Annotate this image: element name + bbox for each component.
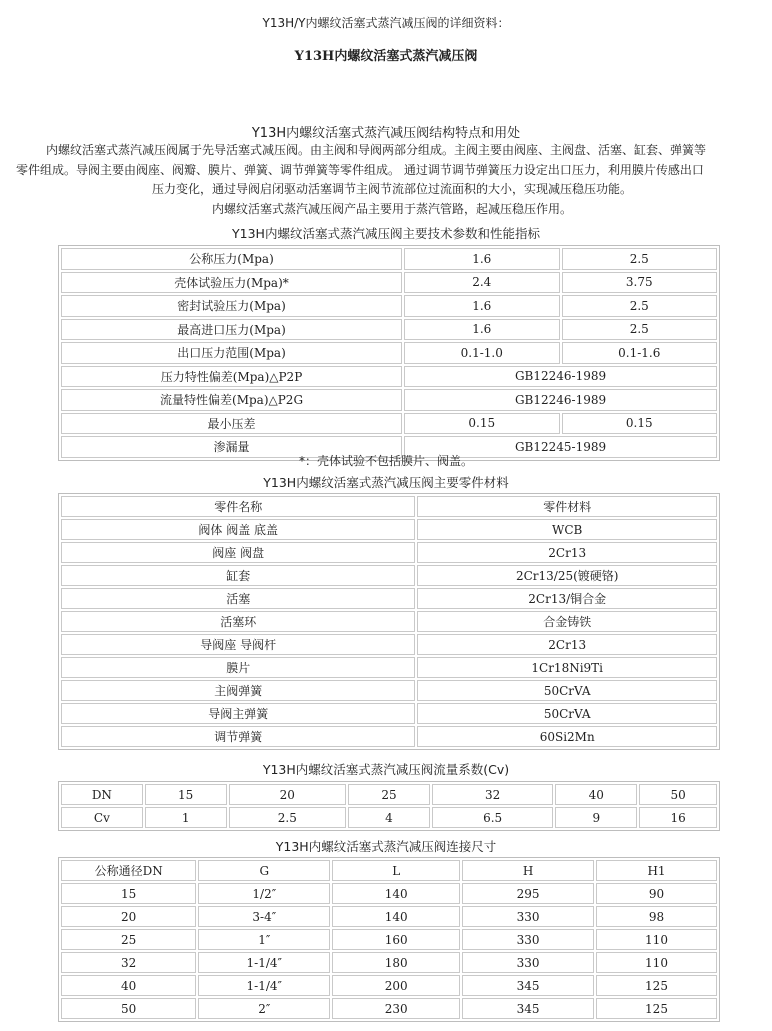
table-cell: 3-4″ <box>198 906 330 927</box>
table-row <box>61 611 717 632</box>
table-row <box>61 295 717 317</box>
table-row <box>61 634 717 655</box>
table-row <box>61 657 717 678</box>
spec-value-cell: GB12246-1989 <box>404 389 717 411</box>
table-row <box>61 389 717 411</box>
table-row <box>61 703 717 724</box>
table-cell: 2.5 <box>229 807 347 828</box>
part-name-cell: 导阀主弹簧 <box>61 703 415 724</box>
table-row <box>61 319 717 341</box>
table-cell: 1 <box>145 807 227 828</box>
column-header: H <box>462 860 594 881</box>
spec-value-cell: 2.4 <box>404 272 559 294</box>
table-row <box>61 542 717 563</box>
part-material-cell: 合金铸铁 <box>417 611 717 632</box>
spec-value-cell: 0.1-1.6 <box>562 342 717 364</box>
spec-note: *：壳体试验不包括膜片、阀盖。 <box>298 454 473 468</box>
table-cell: 15 <box>145 784 227 805</box>
intro-text <box>16 141 768 219</box>
table-row <box>61 342 717 364</box>
spec-value-cell: 3.75 <box>562 272 717 294</box>
spec-table-caption: Y13H内螺纹活塞式蒸汽减压阀主要技术参数和性能指标 <box>232 226 540 241</box>
spec-label-cell: 密封试验压力(Mpa) <box>61 295 402 317</box>
spec-value-cell: 2.5 <box>562 248 717 270</box>
table-cell: 330 <box>462 952 594 973</box>
table-cell: 50 <box>639 784 717 805</box>
table-row <box>61 998 717 1019</box>
part-name-cell: 主阀弹簧 <box>61 680 415 701</box>
column-header: 零件材料 <box>417 496 717 517</box>
part-material-cell: 2Cr13 <box>417 542 717 563</box>
column-header: 零件名称 <box>61 496 415 517</box>
spec-label-cell: 渗漏量 <box>61 436 402 458</box>
part-name-cell: 活塞 <box>61 588 415 609</box>
table-row <box>61 413 717 435</box>
part-name-cell: 缸套 <box>61 565 415 586</box>
dims-table <box>58 857 720 1022</box>
table-cell: 50 <box>61 998 196 1019</box>
part-name-cell: 调节弹簧 <box>61 726 415 747</box>
table-cell: 90 <box>596 883 717 904</box>
table-cell: 15 <box>61 883 196 904</box>
spec-value-cell: 2.5 <box>562 295 717 317</box>
row-header-cell: DN <box>61 784 143 805</box>
table-cell: 2″ <box>198 998 330 1019</box>
table-row <box>61 519 717 540</box>
table-cell: 32 <box>61 952 196 973</box>
table-cell: 330 <box>462 906 594 927</box>
table-cell: 20 <box>229 784 347 805</box>
table-row <box>61 726 717 747</box>
intro-line: 压力变化，通过导阀启闭驱动活塞调节主阀节流部位过流面积的大小，实现减压稳压功能。 <box>151 182 632 196</box>
spec-label-cell: 公称压力(Mpa) <box>61 248 402 270</box>
table-row <box>61 906 717 927</box>
table-cell: 140 <box>332 906 460 927</box>
spec-label-cell: 出口压力范围(Mpa) <box>61 342 402 364</box>
spec-value-cell: 0.15 <box>562 413 717 435</box>
table-cell: 4 <box>348 807 430 828</box>
table-cell: 180 <box>332 952 460 973</box>
table-row <box>61 975 717 996</box>
spec-value-cell: 1.6 <box>404 319 559 341</box>
table-cell: 1-1/4″ <box>198 952 330 973</box>
parts-table-caption: Y13H内螺纹活塞式蒸汽减压阀主要零件材料 <box>263 475 509 490</box>
part-material-cell: 1Cr18Ni9Ti <box>417 657 717 678</box>
table-cell: 20 <box>61 906 196 927</box>
dims-table-caption: Y13H内螺纹活塞式蒸汽减压阀连接尺寸 <box>275 839 497 854</box>
spec-label-cell: 最小压差 <box>61 413 402 435</box>
spec-value-cell: 1.6 <box>404 248 559 270</box>
table-cell: 40 <box>61 975 196 996</box>
column-header: G <box>198 860 330 881</box>
spec-label-cell: 压力特性偏差(Mpa)△P2P <box>61 366 402 388</box>
spec-value-cell: 1.6 <box>404 295 559 317</box>
table-cell: 1-1/4″ <box>198 975 330 996</box>
table-row <box>61 588 717 609</box>
part-material-cell: WCB <box>417 519 717 540</box>
table-row <box>61 807 717 828</box>
table-cell: 345 <box>462 975 594 996</box>
table-row <box>61 565 717 586</box>
spec-value-cell: 0.1-1.0 <box>404 342 559 364</box>
table-row <box>61 272 717 294</box>
table-header-row <box>61 860 717 881</box>
table-cell: 330 <box>462 929 594 950</box>
table-cell: 98 <box>596 906 717 927</box>
intro-line: 内螺纹活塞式蒸汽减压阀产品主要用于蒸汽管路，起减压稳压作用。 <box>211 201 572 216</box>
table-cell: 40 <box>555 784 637 805</box>
table-cell: 9 <box>555 807 637 828</box>
part-name-cell: 活塞环 <box>61 611 415 632</box>
parts-table <box>58 493 720 750</box>
table-cell: 1″ <box>198 929 330 950</box>
spec-value-cell: 2.5 <box>562 319 717 341</box>
part-name-cell: 膜片 <box>61 657 415 678</box>
table-row <box>61 680 717 701</box>
table-cell: 345 <box>462 998 594 1019</box>
part-name-cell: 导阀座 导阀杆 <box>61 634 415 655</box>
part-material-cell: 50CrVA <box>417 703 717 724</box>
table-row <box>61 366 717 388</box>
table-cell: 1/2″ <box>198 883 330 904</box>
table-header-row <box>61 496 717 517</box>
spec-value-cell: GB12245-1989 <box>404 436 717 458</box>
table-row <box>61 883 717 904</box>
part-material-cell: 2Cr13/铜合金 <box>417 588 717 609</box>
intro-line: 内螺纹活塞式蒸汽减压阀属于先导活塞式减压阀。由主阀和导阀两部分组成。主阀主要由阀座、主阀盘、活塞、缸套、弹簧等 <box>46 143 707 157</box>
column-header: L <box>332 860 460 881</box>
table-cell: 200 <box>332 975 460 996</box>
flow-table <box>58 781 720 831</box>
column-header: H1 <box>596 860 717 881</box>
section-title: Y13H内螺纹活塞式蒸汽减压阀结构特点和用处 <box>251 126 521 141</box>
table-row <box>61 784 717 805</box>
row-header-cell: Cv <box>61 807 143 828</box>
table-cell: 160 <box>332 929 460 950</box>
part-material-cell: 2Cr13 <box>417 634 717 655</box>
spec-label-cell: 最高进口压力(Mpa) <box>61 319 402 341</box>
part-name-cell: 阀座 阀盘 <box>61 542 415 563</box>
table-row <box>61 952 717 973</box>
table-cell: 32 <box>432 784 554 805</box>
table-cell: 125 <box>596 998 717 1019</box>
table-cell: 230 <box>332 998 460 1019</box>
part-material-cell: 50CrVA <box>417 680 717 701</box>
flow-table-caption: Y13H内螺纹活塞式蒸汽减压阀流量系数(Cv) <box>262 762 510 777</box>
part-material-cell: 2Cr13/25(镀硬铬) <box>417 565 717 586</box>
table-cell: 25 <box>61 929 196 950</box>
table-cell: 16 <box>639 807 717 828</box>
spec-label-cell: 流量特性偏差(Mpa)△P2G <box>61 389 402 411</box>
table-cell: 110 <box>596 952 717 973</box>
table-row <box>61 248 717 270</box>
table-cell: 125 <box>596 975 717 996</box>
table-cell: 295 <box>462 883 594 904</box>
table-cell: 25 <box>348 784 430 805</box>
part-name-cell: 阀体 阀盖 底盖 <box>61 519 415 540</box>
column-header: 公称通径DN <box>61 860 196 881</box>
page-header-title: Y13H/Y内螺纹活塞式蒸汽减压阀的详细资料： <box>262 16 510 30</box>
spec-value-cell: GB12246-1989 <box>404 366 717 388</box>
table-cell: 110 <box>596 929 717 950</box>
spec-table <box>58 245 720 461</box>
part-material-cell: 60Si2Mn <box>417 726 717 747</box>
spec-label-cell: 壳体试验压力(Mpa)* <box>61 272 402 294</box>
table-cell: 140 <box>332 883 460 904</box>
table-cell: 6.5 <box>432 807 554 828</box>
table-row <box>61 929 717 950</box>
intro-line: 零件组成。导阀主要由阀座、阀瓣、膜片、弹簧、调节弹簧等零件组成。 通过调节调节弹簧压力设定出口压力，利用膜片传感出口 <box>16 162 704 177</box>
spec-value-cell: 0.15 <box>404 413 559 435</box>
product-title: Y13H内螺纹活塞式蒸汽减压阀 <box>294 49 478 64</box>
